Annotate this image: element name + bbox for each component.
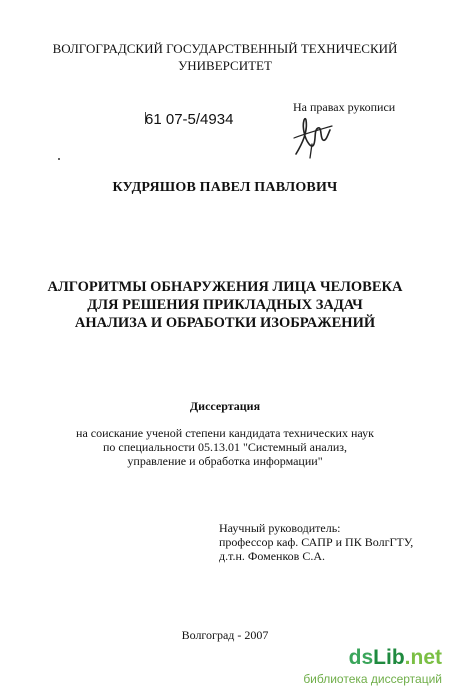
supervisor-name: д.т.н. Фоменков С.А.: [219, 549, 326, 563]
logo-part-lib: Lib: [373, 646, 405, 669]
city-year: Волгоград - 2007: [181, 628, 269, 642]
supervisor-label: Научный руководитель:: [219, 521, 341, 535]
catalog-number: 61 07-5/4934: [145, 111, 234, 128]
supervisor-block: [219, 521, 413, 563]
watermark-subtitle: библиотека диссертаций: [303, 672, 442, 686]
logo-part-ds: ds: [348, 646, 374, 669]
institution-line-2: УНИВЕРСИТЕТ: [178, 58, 272, 73]
title-line-2: ДЛЯ РЕШЕНИЯ ПРИКЛАДНЫХ ЗАДАЧ: [87, 297, 363, 313]
scan-speck: [58, 158, 60, 160]
degree-description: [0, 426, 450, 468]
supervisor-position: профессор каф. САПР и ПК ВолгГТУ,: [219, 535, 414, 549]
dslib-watermark: [302, 646, 442, 686]
dslib-logo: [349, 646, 442, 670]
handwritten-signature: [292, 114, 334, 160]
title-line-3: АНАЛИЗА И ОБРАБОТКИ ИЗОБРАЖЕНИЙ: [74, 315, 376, 331]
rights-note: На правах рукописи: [293, 100, 396, 114]
degree-line-1: на соискание ученой степени кандидата технических наук: [76, 426, 374, 440]
logo-part-net: .net: [404, 646, 442, 669]
institution-name: [0, 40, 450, 74]
document-type: Диссертация: [189, 399, 261, 413]
degree-line-3: управление и обработка информации": [127, 454, 323, 468]
degree-line-2: по специальности 05.13.01 "Системный анализ,: [103, 440, 347, 454]
author-name: КУДРЯШОВ ПАВЕЛ ПАВЛОВИЧ: [112, 180, 338, 195]
institution-line-1: ВОЛГОГРАДСКИЙ ГОСУДАРСТВЕННЫЙ ТЕХНИЧЕСКИЙ: [52, 41, 398, 56]
thesis-title: [0, 278, 450, 332]
title-line-1: АЛГОРИТМЫ ОБНАРУЖЕНИЯ ЛИЦА ЧЕЛОВЕКА: [47, 279, 403, 295]
